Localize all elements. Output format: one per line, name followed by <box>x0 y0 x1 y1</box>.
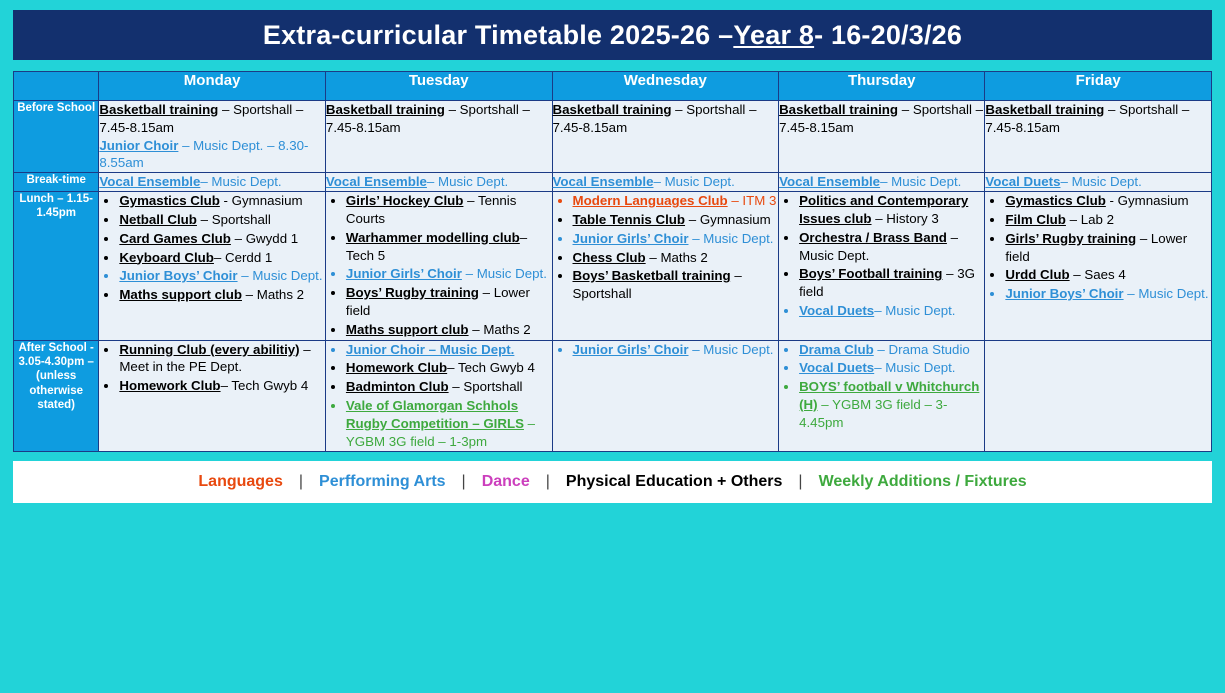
activity-name: Basketball training <box>985 102 1105 117</box>
activity-detail: – Music Dept. <box>1123 286 1209 302</box>
activity-detail: – Music Dept. <box>688 341 774 357</box>
column-header-wednesday: Wednesday <box>552 72 779 101</box>
activity-name: Warhammer modelling club <box>345 229 520 245</box>
activity-name: Card Games Club <box>119 230 231 246</box>
activity-entry <box>326 173 552 191</box>
column-header-monday: Monday <box>99 72 326 101</box>
activity-name: Film Club <box>1005 211 1066 227</box>
cell-break-thursday <box>779 173 985 192</box>
cell-break-wednesday <box>552 173 779 192</box>
title-part1: Extra-curricular Timetable 2025-26 – <box>262 19 734 50</box>
table-row-before-school <box>14 101 1212 173</box>
row-label-lunch: Lunch – 1.15-1.45pm <box>14 192 99 341</box>
activity-detail: – Music Dept. <box>653 174 735 190</box>
activity-list <box>985 192 1211 303</box>
column-header-thursday: Thursday <box>779 72 985 101</box>
activity-detail: – Maths 2 <box>645 249 708 265</box>
activity-detail: – ITM 3 <box>727 193 777 209</box>
list-item <box>573 192 779 210</box>
cell-before-monday <box>99 101 326 173</box>
list-item <box>1005 230 1211 266</box>
list-item <box>573 211 779 229</box>
activity-detail: – Maths 2 <box>468 321 531 337</box>
activity-detail: – Music Dept. <box>874 360 956 376</box>
title-part2: - 16-20/3/26 <box>814 19 963 50</box>
activity-name: Urdd Club <box>1005 267 1070 283</box>
list-item <box>1005 192 1211 210</box>
list-item <box>799 229 984 265</box>
timetable <box>13 71 1212 452</box>
table-row-break-time <box>14 173 1212 192</box>
activity-name: BOYS’ football v Whitchurch (H) <box>799 379 980 412</box>
activity-detail: – Sportshall – 7.45-8.15am <box>985 102 1190 135</box>
activity-list <box>779 192 984 320</box>
activity-detail: – Music Dept. <box>880 174 962 190</box>
activity-name: Boys’ Football training <box>799 266 943 282</box>
activity-name: Junior Girls’ Choir <box>572 341 689 357</box>
activity-detail: – Tech Gwyb 4 <box>220 378 309 394</box>
list-item <box>346 341 552 359</box>
activity-detail: – Music Dept. – 8.30-8.55am <box>99 137 309 171</box>
activity-detail: - Gymnasium <box>1105 193 1189 209</box>
cell-after-wednesday <box>552 340 779 452</box>
activity-detail: – Music Dept. <box>461 266 547 282</box>
activity-detail: – Music Dept. <box>200 174 282 190</box>
list-item <box>799 192 984 228</box>
list-item <box>119 267 325 285</box>
activity-detail: – Cerdd 1 <box>213 249 273 265</box>
activity-detail: – Tennis Courts <box>345 193 517 226</box>
cell-break-tuesday <box>325 173 552 192</box>
activity-name: Junior Girls’ Choir <box>345 266 462 282</box>
legend-item-0: Languages <box>198 473 283 491</box>
activity-name: Table Tennis Club <box>572 211 686 227</box>
activity-detail: – Music Dept. <box>874 302 956 318</box>
activity-name: Vocal Duets <box>799 360 875 376</box>
activity-name: Homework Club <box>345 360 448 376</box>
activity-name: Maths support club <box>119 287 242 303</box>
activity-detail: – YGBM 3G field – 3-4.45pm <box>799 397 948 430</box>
cell-lunch-wednesday <box>552 192 779 341</box>
list-item <box>799 302 984 320</box>
activity-name: Drama Club <box>799 341 874 357</box>
list-item <box>346 321 552 339</box>
cell-after-thursday <box>779 340 985 452</box>
activity-entry <box>985 101 1211 137</box>
list-item <box>1005 266 1211 284</box>
row-label-after-school: After School - 3.05-4.30pm – (unless otherwise stated) <box>14 340 99 452</box>
activity-name: Vale of Glamorgan Schhols Rugby Competition – GIRLS <box>345 398 524 431</box>
legend-item-2: Dance <box>481 473 530 491</box>
legend-separator: | <box>545 473 550 491</box>
activity-list <box>99 341 325 395</box>
activity-detail: – Lower field <box>1005 230 1188 264</box>
column-header-tuesday: Tuesday <box>325 72 552 101</box>
legend-separator: | <box>298 473 304 491</box>
list-item <box>346 265 552 283</box>
activity-detail: – Music Dept. <box>237 268 323 284</box>
list-item <box>119 341 325 377</box>
activity-name: Gymastics Club <box>1005 193 1106 209</box>
activity-name: Gymastics Club <box>119 193 220 209</box>
list-item <box>1005 211 1211 229</box>
activity-name: Girls’ Hockey Club <box>345 193 464 209</box>
activity-name: Chess Club <box>572 249 646 265</box>
activity-list <box>779 341 984 432</box>
list-item <box>1005 285 1211 303</box>
activity-detail: – Gwydd 1 <box>230 230 299 246</box>
activity-name: Basketball training <box>779 102 899 117</box>
cell-lunch-monday <box>99 192 326 341</box>
activity-detail: – Lower field <box>345 285 530 318</box>
activity-entry <box>553 173 779 191</box>
activity-entry <box>985 173 1211 191</box>
list-item <box>346 229 552 265</box>
cell-break-monday <box>99 173 326 192</box>
legend <box>13 461 1212 503</box>
activity-list <box>553 192 779 303</box>
cell-after-friday <box>985 340 1212 452</box>
cell-lunch-thursday <box>779 192 985 341</box>
list-item <box>346 378 552 396</box>
legend-separator: | <box>798 473 803 491</box>
activity-entry <box>99 101 325 137</box>
list-item <box>119 377 325 395</box>
list-item <box>346 192 552 228</box>
activity-name: Vocal Ensemble <box>325 174 427 190</box>
activity-detail: – Meet in the PE Dept. <box>119 341 311 375</box>
cell-before-tuesday <box>325 101 552 173</box>
activity-detail: – Drama Studio <box>873 341 970 357</box>
activity-detail: – 3G field <box>799 266 975 300</box>
list-item <box>573 230 779 248</box>
activity-name: Vocal Duets <box>799 302 875 318</box>
activity-name: Junior Boys’ Choir <box>1005 286 1124 302</box>
corner-cell <box>14 72 99 101</box>
activity-detail: – YGBM 3G field – 1-3pm <box>345 415 536 449</box>
cell-break-friday <box>985 173 1212 192</box>
list-item <box>573 267 779 303</box>
activity-detail: – Sportshall – 7.45-8.15am <box>99 102 304 135</box>
cell-after-tuesday <box>325 340 552 452</box>
activity-detail: – Music Dept. <box>426 174 509 190</box>
activity-name: Orchestra / Brass Band <box>799 229 947 245</box>
activity-name: Junior Choir <box>99 137 179 153</box>
list-item <box>799 378 984 431</box>
activity-name: Basketball training <box>552 102 672 117</box>
activity-name: Keyboard Club <box>119 249 214 265</box>
list-item <box>346 397 552 450</box>
activity-list <box>326 192 552 339</box>
activity-name: Maths support club <box>345 321 469 337</box>
activity-list <box>326 341 552 451</box>
activity-entry <box>779 173 984 191</box>
activity-detail: – Sportshall – 7.45-8.15am <box>325 102 530 135</box>
activity-detail: – History 3 <box>871 210 939 226</box>
table-row-after-school <box>14 340 1212 452</box>
list-item <box>346 359 552 377</box>
cell-lunch-friday <box>985 192 1212 341</box>
row-label-before-school: Before School <box>14 101 99 173</box>
list-item <box>573 341 779 359</box>
activity-name: Junior Girls’ Choir <box>572 230 689 246</box>
column-header-friday: Friday <box>985 72 1212 101</box>
activity-name: Vocal Ensemble <box>99 174 201 190</box>
activity-name: Basketball training <box>325 102 445 117</box>
activity-name: Girls’ Rugby training <box>1005 230 1137 246</box>
activity-name: Basketball training <box>99 102 219 117</box>
list-item <box>573 249 779 267</box>
activity-detail: – Sportshall – 7.45-8.15am <box>779 102 984 135</box>
table-header-row <box>14 72 1212 101</box>
activity-detail: – Maths 2 <box>241 287 305 303</box>
activity-detail: – Saes 4 <box>1069 267 1126 283</box>
activity-name: Running Club (every abilitiy) <box>119 341 300 357</box>
activity-name: Netball Club <box>119 211 197 227</box>
activity-name: Boys’ Rugby training <box>345 285 479 301</box>
activity-detail: – Lab 2 <box>1065 211 1114 227</box>
activity-detail: – Gymnasium <box>685 211 771 227</box>
activity-name: Modern Languages Club <box>572 193 728 209</box>
activity-detail: – Music Dept. <box>688 230 774 246</box>
row-label-break-time: Break-time <box>14 173 99 192</box>
activity-list <box>99 192 325 304</box>
page-title <box>13 10 1212 60</box>
activity-name: Vocal Ensemble <box>552 174 654 190</box>
legend-item-1: Perfforming Arts <box>319 473 446 491</box>
list-item <box>119 249 325 267</box>
list-item <box>799 265 984 301</box>
legend-item-3: Physical Education + Others <box>565 473 783 491</box>
list-item <box>119 192 325 210</box>
list-item <box>346 284 552 320</box>
activity-entry <box>779 101 984 137</box>
list-item <box>119 230 325 248</box>
activity-detail: – Sportshall <box>572 268 742 302</box>
cell-lunch-tuesday <box>325 192 552 341</box>
table-row-lunch <box>14 192 1212 341</box>
activity-entry <box>99 137 325 173</box>
activity-name: Homework Club <box>119 378 221 394</box>
activity-name: Badminton Club <box>345 379 449 395</box>
activity-entry <box>553 101 779 137</box>
activity-detail: – Sportshall – 7.45-8.15am <box>552 102 757 135</box>
list-item <box>119 286 325 304</box>
activity-list <box>553 341 779 359</box>
activity-name: Vocal Duets <box>985 174 1061 190</box>
activity-detail: – Tech 5 <box>345 229 528 263</box>
activity-detail: – Tech Gwyb 4 <box>447 360 535 376</box>
activity-detail: – Sportshall <box>448 379 523 395</box>
activity-name: Junior Choir – Music Dept. <box>345 341 515 357</box>
list-item <box>799 359 984 377</box>
activity-entry <box>326 101 552 137</box>
title-year: Year 8 <box>733 19 815 50</box>
activity-name: Junior Boys’ Choir <box>119 268 238 284</box>
activity-name: Politics and Contemporary Issues club <box>799 193 969 226</box>
cell-after-monday <box>99 340 326 452</box>
activity-detail: – Music Dept. <box>1060 174 1142 190</box>
list-item <box>119 211 325 229</box>
cell-before-thursday <box>779 101 985 173</box>
activity-name: Vocal Ensemble <box>779 174 881 190</box>
activity-detail: – Music Dept. <box>799 229 958 263</box>
activity-name: Boys’ Basketball training <box>572 268 731 284</box>
activity-detail: – Sportshall <box>196 211 271 227</box>
legend-separator: | <box>461 473 466 491</box>
activity-detail: - Gymnasium <box>219 193 303 209</box>
activity-entry <box>99 173 325 191</box>
legend-item-4: Weekly Additions / Fixtures <box>818 473 1027 491</box>
list-item <box>799 341 984 359</box>
cell-before-wednesday <box>552 101 779 173</box>
cell-before-friday <box>985 101 1212 173</box>
